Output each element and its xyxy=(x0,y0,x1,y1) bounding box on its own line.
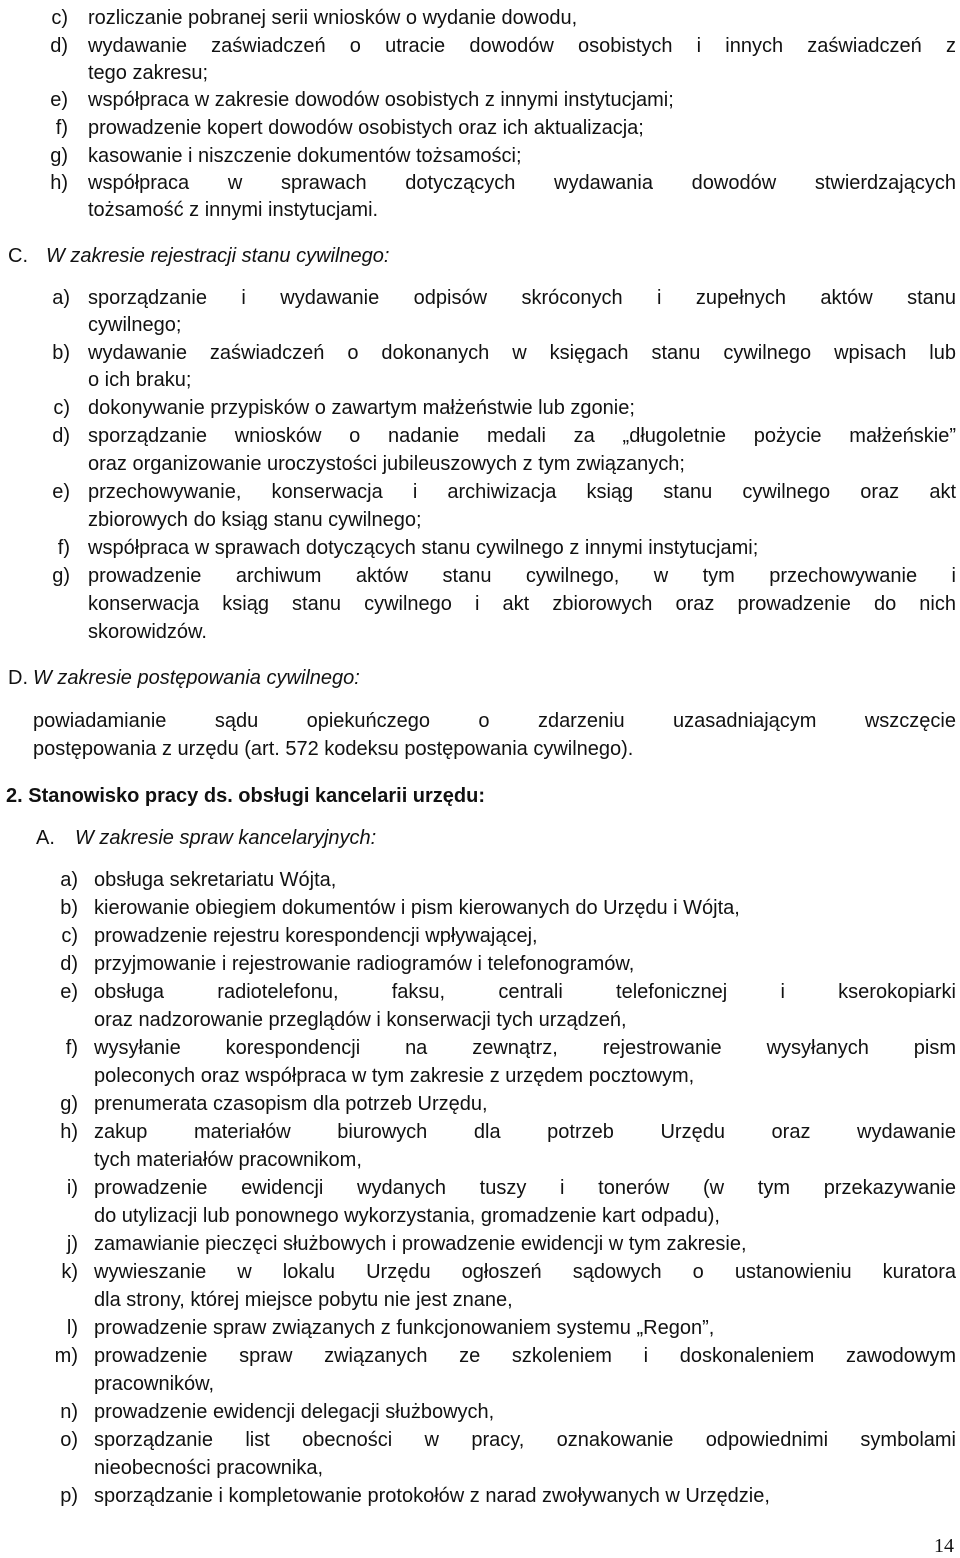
list-item-cont: konserwacja ksiąg stanu cywilnego i akt zbiorowych oraz prowadzenie do nich xyxy=(88,593,956,615)
list-label: d) xyxy=(50,35,68,57)
list-label: p) xyxy=(60,1485,78,1507)
list-item-cont: dla strony, której miejsce pobytu nie jest znane, xyxy=(94,1289,513,1311)
list-item: prowadzenie archiwum aktów stanu cywilnego, w tym przechowywanie i xyxy=(88,565,956,587)
list-item: przyjmowanie i rejestrowanie radiogramów i telefonogramów, xyxy=(94,953,635,975)
section-title: W zakresie postępowania cywilnego: xyxy=(33,667,360,689)
list-item: prowadzenie spraw związanych ze szkoleniem i doskonaleniem zawodowym xyxy=(94,1345,956,1367)
list-item-cont: tożsamość z innymi instytucjami. xyxy=(88,199,379,221)
page-number: 14 xyxy=(934,1535,954,1557)
paragraph-line: powiadamianie sądu opiekuńczego o zdarzeniu uzasadniającym wszczęcie xyxy=(33,710,956,732)
list-item: prenumerata czasopism dla potrzeb Urzędu, xyxy=(94,1093,488,1115)
list-label: d) xyxy=(52,425,70,447)
list-item-cont: o ich braku; xyxy=(88,369,192,391)
list-label: e) xyxy=(52,481,70,503)
list-label: c) xyxy=(53,397,70,419)
list-label: h) xyxy=(50,172,68,194)
list-item: współpraca w zakresie dowodów osobistych z innymi instytucjami; xyxy=(88,89,674,111)
list-label: i) xyxy=(66,1177,78,1199)
list-item: współpraca w sprawach dotyczących stanu cywilnego z innymi instytucjami; xyxy=(88,537,759,559)
section-title: W zakresie rejestracji stanu cywilnego: xyxy=(46,245,390,267)
list-item: współpraca w sprawach dotyczących wydawania dowodów stwierdzających xyxy=(88,172,956,194)
list-item: wysyłanie korespondencji na zewnątrz, rejestrowanie wysyłanych pism xyxy=(94,1037,956,1059)
list-label: g) xyxy=(50,145,68,167)
list-label: j) xyxy=(66,1233,78,1255)
list-item: wydawanie zaświadczeń o utracie dowodów osobistych i innych zaświadczeń z xyxy=(88,35,956,57)
list-item: prowadzenie spraw związanych z funkcjonowaniem systemu „Regon”, xyxy=(94,1317,715,1339)
list-item-cont: zbiorowych do ksiąg stanu cywilnego; xyxy=(88,509,422,531)
list-item-cont: cywilnego; xyxy=(88,314,182,336)
list-item-cont: nieobecności pracownika, xyxy=(94,1457,324,1479)
subsection-title: W zakresie spraw kancelaryjnych: xyxy=(75,827,377,849)
section-letter: C. xyxy=(8,245,28,267)
section-heading: 2. Stanowisko pracy ds. obsługi kancelarii urzędu: xyxy=(6,785,486,807)
list-item: kasowanie i niszczenie dokumentów tożsamości; xyxy=(88,145,522,167)
section-letter: D. xyxy=(8,667,28,689)
list-item: zamawianie pieczęci służbowych i prowadzenie ewidencji w tym zakresie, xyxy=(94,1233,747,1255)
list-item: obsługa radiotelefonu, faksu, centrali telefonicznej i kserokopiarki xyxy=(94,981,956,1003)
list-item: wywieszanie w lokalu Urzędu ogłoszeń sądowych o ustanowieniu kuratora xyxy=(94,1261,956,1283)
list-item-cont: oraz organizowanie uroczystości jubileuszowych z tym związanych; xyxy=(88,453,685,475)
subsection-letter: A. xyxy=(36,827,55,849)
list-item-cont: tego zakresu; xyxy=(88,62,209,84)
list-item: zakup materiałów biurowych dla potrzeb Urzędu oraz wydawanie xyxy=(94,1121,956,1143)
list-label: m) xyxy=(54,1345,78,1367)
list-label: c) xyxy=(51,7,68,29)
list-label: h) xyxy=(60,1121,78,1143)
list-label: b) xyxy=(52,342,70,364)
list-item: wydawanie zaświadczeń o dokonanych w księgach stanu cywilnego wpisach lub xyxy=(88,342,956,364)
list-item: sporządzanie i kompletowanie protokołów z narad zwoływanych w Urzędzie, xyxy=(94,1485,770,1507)
list-item: prowadzenie ewidencji delegacji służbowych, xyxy=(94,1401,495,1423)
list-label: f) xyxy=(55,117,68,139)
list-label: f) xyxy=(57,537,70,559)
list-item: sporządzanie list obecności w pracy, oznakowanie odpowiednimi symbolami xyxy=(94,1429,956,1451)
list-item: prowadzenie ewidencji wydanych tuszy i tonerów (w tym przekazywanie xyxy=(94,1177,956,1199)
list-item-cont: oraz nadzorowanie przeglądów i konserwacji tych urządzeń, xyxy=(94,1009,627,1031)
list-item-cont: pracowników, xyxy=(94,1373,215,1395)
list-item-cont: tych materiałów pracownikom, xyxy=(94,1149,362,1171)
list-label: g) xyxy=(60,1093,78,1115)
list-label: n) xyxy=(60,1401,78,1423)
list-label: f) xyxy=(65,1037,78,1059)
list-item: kierowanie obiegiem dokumentów i pism kierowanych do Urzędu i Wójta, xyxy=(94,897,740,919)
list-item: sporządzanie i wydawanie odpisów skróconych i zupełnych aktów stanu xyxy=(88,287,956,309)
list-item: rozliczanie pobranej serii wniosków o wydanie dowodu, xyxy=(88,7,578,29)
list-label: e) xyxy=(50,89,68,111)
list-item: przechowywanie, konserwacja i archiwizacja ksiąg stanu cywilnego oraz akt xyxy=(88,481,956,503)
list-item-cont: poleconych oraz współpraca w tym zakresie z urzędem pocztowym, xyxy=(94,1065,695,1087)
list-label: e) xyxy=(60,981,78,1003)
list-item: sporządzanie wniosków o nadanie medali za „długoletnie pożycie małżeńskie” xyxy=(88,425,956,447)
list-item: prowadzenie kopert dowodów osobistych oraz ich aktualizacja; xyxy=(88,117,644,139)
list-label: a) xyxy=(52,287,70,309)
list-label: c) xyxy=(61,925,78,947)
list-label: a) xyxy=(60,869,78,891)
list-item: prowadzenie rejestru korespondencji wpływającej, xyxy=(94,925,538,947)
list-item: dokonywanie przypisków o zawartym małżeństwie lub zgonie; xyxy=(88,397,635,419)
list-label: o) xyxy=(60,1429,78,1451)
list-label: b) xyxy=(60,897,78,919)
paragraph-line: postępowania z urzędu (art. 572 kodeksu postępowania cywilnego). xyxy=(33,738,634,760)
list-label: d) xyxy=(60,953,78,975)
list-item-cont: skorowidzów. xyxy=(88,621,207,643)
list-item-cont: do utylizacji lub ponownego wykorzystania, gromadzenie kart odpadu), xyxy=(94,1205,720,1227)
list-label: g) xyxy=(52,565,70,587)
list-label: k) xyxy=(61,1261,78,1283)
list-item: obsługa sekretariatu Wójta, xyxy=(94,869,337,891)
list-label: l) xyxy=(66,1317,78,1339)
